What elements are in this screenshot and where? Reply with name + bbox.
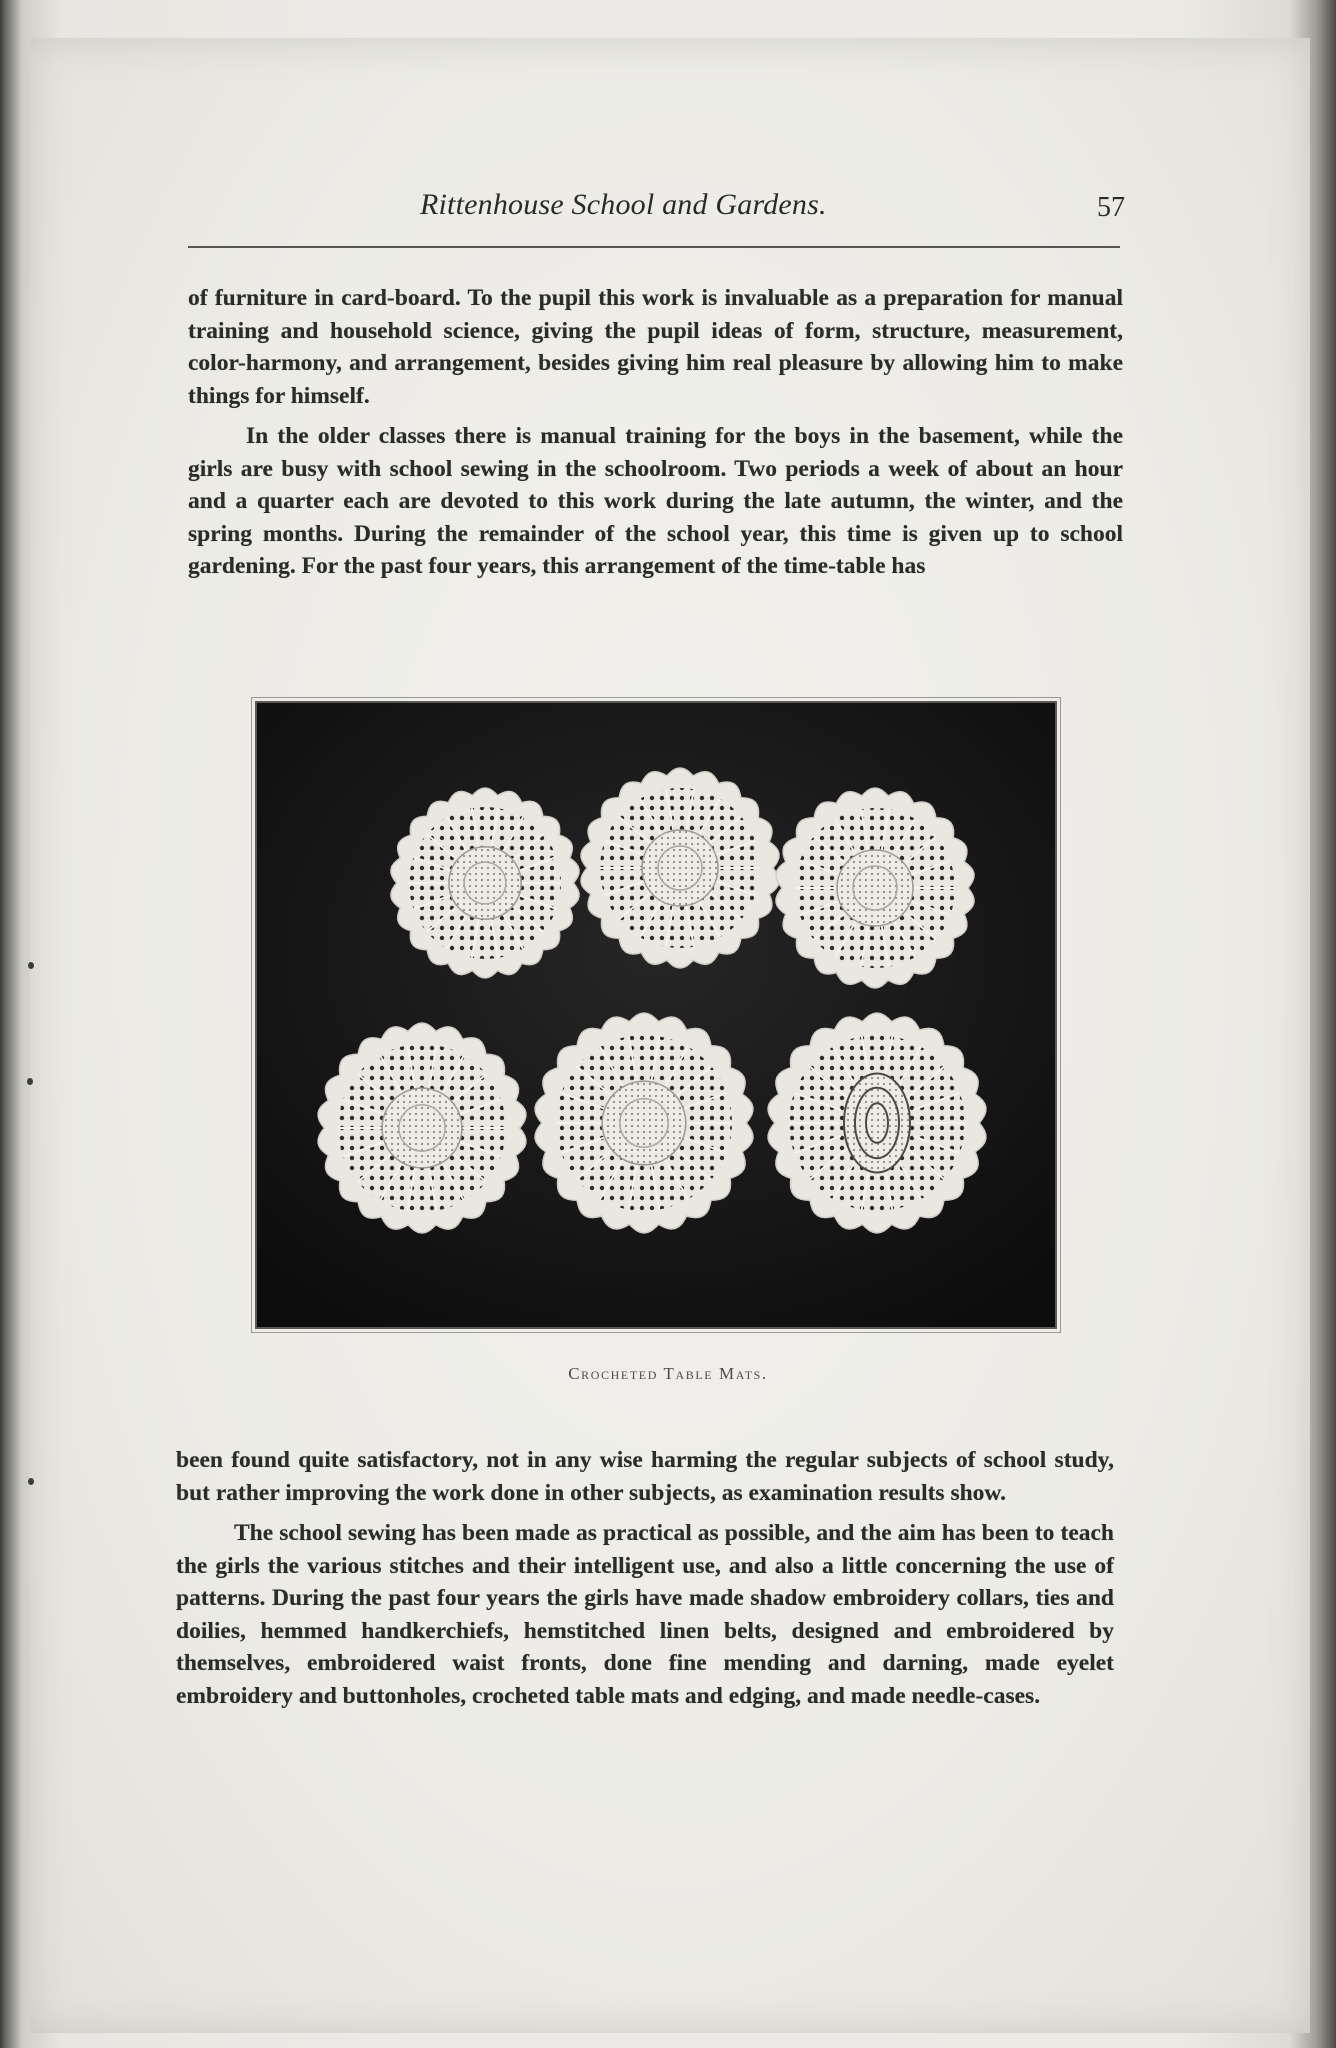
page-number: 57 (1097, 192, 1125, 223)
text-block-bottom (176, 1444, 1114, 1712)
paragraph: In the older classes there is manual training for the boys in the basement, while the girls are busy with school sewing in the schoolroom. Two periods a week of about an hour and a quarter each are devoted to this work during the late autumn, the winter, and the spring months. During the remainder of the school year, this time is given up to school gardening. For the past four years, this arrangement of the time-table has (188, 423, 1123, 579)
paragraph: The school sewing has been made as practical as possible, and the aim has been to teach the girls the various stitches and their intelligent use, and also a little concerning the use of patterns. During the past four years the girls have made shadow embroidery collars, ties and doilies, hemmed handkerchiefs, hemstitched linen belts, designed and embroidered by themselves, embroidered waist fronts, done fine mending and darning, made eyelet embroidery and buttonholes, crocheted table mats and edging, and made needle-cases. (176, 1520, 1114, 1709)
gutter-mark (28, 962, 34, 969)
header-rule (188, 246, 1120, 248)
paragraph: been found quite satisfactory, not in any wise harming the regular subjects of school study, but rather improving the work done in other subjects, as examination results show. (176, 1447, 1114, 1506)
figure-caption: Crocheted Table Mats. (568, 1364, 768, 1383)
doily (581, 768, 779, 968)
paragraph: of furniture in card-board. To the pupil this work is invaluable as a preparation for manual training and household science, giving the pupil ideas of form, structure, measurement, color-harmony, and arrangement, besides giving him real pleasure by allowing him to make things for himself. (188, 285, 1123, 409)
doily (391, 788, 579, 978)
running-head: Rittenhouse School and Gardens. (420, 188, 827, 221)
doilies-image (257, 703, 1055, 1327)
doily (776, 788, 974, 988)
gutter-mark (28, 1478, 34, 1485)
text-block-top (188, 282, 1123, 583)
page-header (190, 188, 1125, 238)
photograph-crocheted-mats (255, 701, 1057, 1329)
gutter-mark (27, 1078, 33, 1085)
